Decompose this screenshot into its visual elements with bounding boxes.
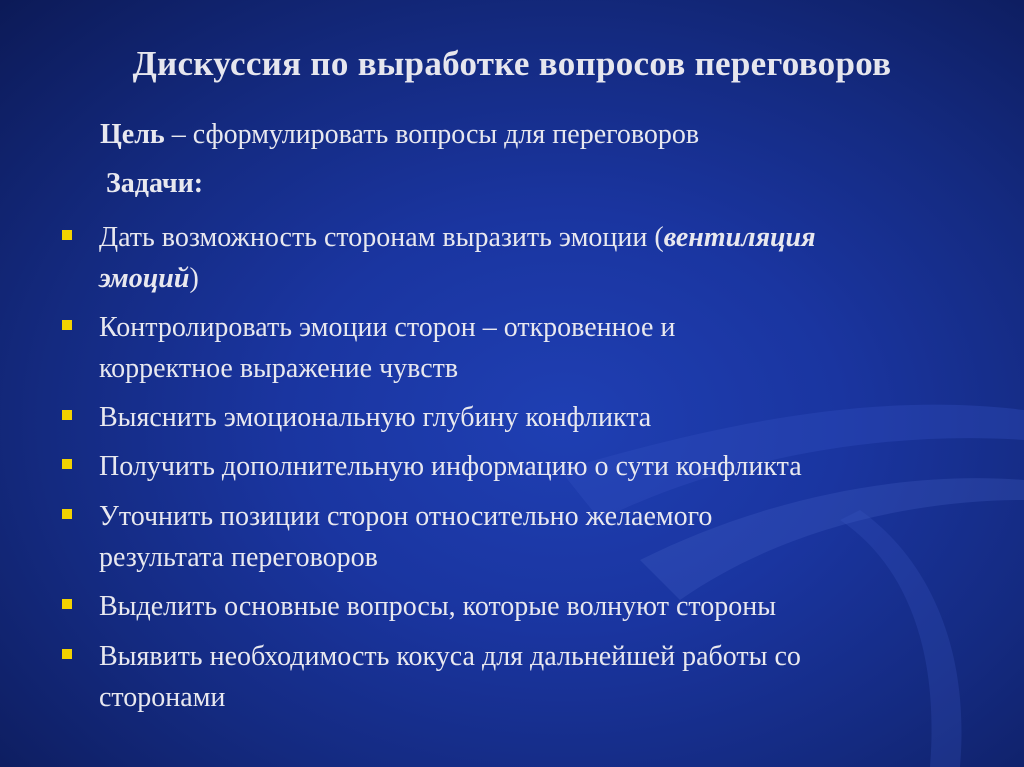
- emphasis-text: эмоций: [99, 263, 190, 294]
- list-item-text: [99, 496, 969, 578]
- goal-text: – сформулировать вопросы для переговоров: [164, 119, 700, 150]
- emphasis-text: вентиляция: [663, 222, 816, 253]
- list-item-line: результата переговоров: [99, 542, 378, 573]
- list-item-line: корректное выражение чувств: [99, 353, 459, 384]
- bullet-square-icon: [62, 410, 72, 420]
- goal-label: Цель: [100, 119, 165, 150]
- list-item-text: [99, 636, 969, 718]
- list-item-line: Получить дополнительную информацию о сути конфликта: [99, 451, 802, 482]
- list-item-text: [99, 217, 969, 299]
- list-item-line: ): [189, 263, 199, 294]
- list-item-text: [99, 397, 969, 438]
- list-item-line: Дать возможность сторонам выразить эмоции (: [99, 222, 664, 253]
- bullet-square-icon: [62, 649, 72, 659]
- list-item-line: Выявить необходимость кокуса для дальнейшей работы со: [99, 641, 801, 672]
- bullet-square-icon: [62, 320, 72, 330]
- slide-title: Дискуссия по выработке вопросов переговоров: [132, 44, 892, 83]
- list-item-line: сторонами: [99, 682, 226, 713]
- list-item-line: Выделить основные вопросы, которые волнуют стороны: [99, 591, 777, 622]
- list-item-line: Уточнить позиции сторон относительно желаемого: [99, 501, 713, 532]
- bullet-square-icon: [62, 509, 72, 519]
- goal-line: [100, 119, 699, 151]
- list-item-text: [99, 586, 969, 627]
- list-item-text: [99, 446, 969, 487]
- bullet-square-icon: [62, 459, 72, 469]
- bullet-square-icon: [62, 230, 72, 240]
- list-item-line: Выяснить эмоциональную глубину конфликта: [99, 402, 652, 433]
- tasks-label: Задачи:: [106, 168, 204, 199]
- list-item-line: Контролировать эмоции сторон – откровенное и: [99, 312, 676, 343]
- bullet-square-icon: [62, 599, 72, 609]
- list-item-text: [99, 307, 969, 389]
